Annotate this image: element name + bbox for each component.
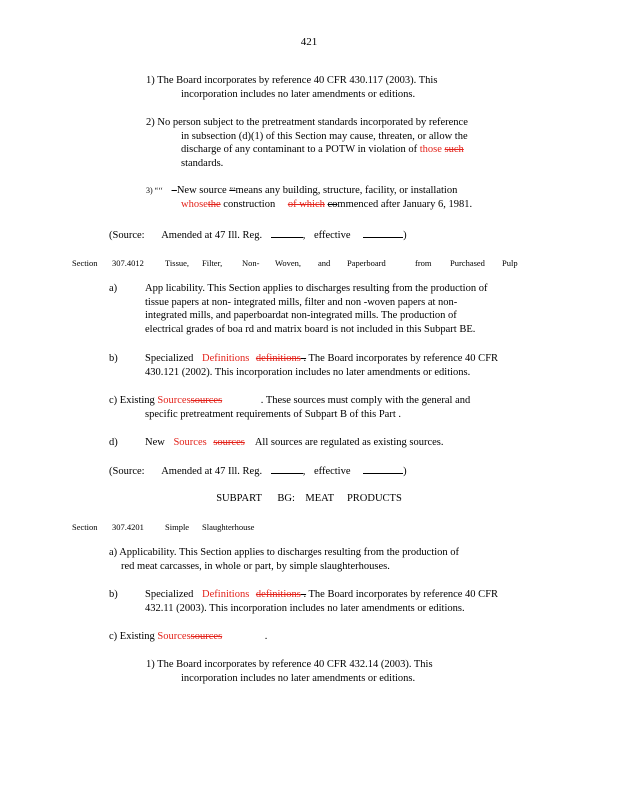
subsection-a-line-2: tissue papers at non- integrated mills, filter and non -woven papers at non-: [145, 296, 458, 308]
page-number: 421: [300, 36, 318, 48]
subsection-d-rest: All sources are regulated as existing sources.: [254, 437, 444, 448]
deleted-space: [245, 436, 255, 450]
subsection-c-tail: .: [264, 631, 268, 642]
deleted-space: [222, 394, 258, 408]
subsection-marker: b): [109, 589, 118, 600]
blank-line: [271, 228, 303, 238]
item-3-line-1: [146, 184, 472, 198]
item-1-line-1: 1) The Board incorporates by reference 40 CFR 432.14 (2003). This: [146, 659, 433, 670]
source-note-line: (Source: Amended at 47 Ill. Reg. , effective ): [109, 230, 407, 241]
section-title-word: Filter,: [202, 258, 223, 268]
inserted-text: Definitions: [202, 353, 250, 364]
subsection-a-line-4: electrical grades of boa rd and matrix board is not included in this Subpart BE.: [145, 323, 476, 335]
subsection-c-existing-sources-meat: [109, 630, 267, 644]
item-3-term: New source: [176, 185, 227, 196]
section-title-word: from: [415, 258, 432, 268]
deleted-quote: ”’: [229, 186, 236, 195]
item-1-line-1: 1) The Board incorporates by reference 40 CFR 430.117 (2003). This: [146, 75, 438, 86]
subsection-a-line-1: App licability. This Section applies to discharges resulting from the production of: [145, 283, 488, 294]
subsection-marker: b): [109, 353, 118, 364]
deleted-text: the: [207, 198, 221, 210]
inserted-text: Sources: [157, 631, 191, 642]
item-2-prohibition: [146, 116, 468, 170]
source-close: ): [403, 230, 407, 241]
section-title-word: Woven,: [275, 258, 301, 268]
blank-line: [271, 464, 303, 474]
subpart-title: SUBPART BG: MEAT PRODUCTS: [216, 493, 402, 504]
section-title-word: Simple: [165, 522, 190, 532]
section-title-word: Slaughterhouse: [202, 522, 255, 532]
deleted-text: co: [327, 198, 338, 210]
item-3-new-source: [146, 184, 472, 211]
subsection-a-applicability-meat: [109, 546, 459, 573]
source-text: Amended at 47 Ill. Reg.: [161, 230, 263, 241]
section-title-word: Tissue,: [165, 258, 190, 268]
section-label: Section: [72, 522, 98, 532]
section-title-word: Purchased: [450, 258, 485, 268]
section-title-word: and: [318, 258, 331, 268]
deleted-text: .: [300, 589, 307, 600]
subsection-marker: d): [109, 437, 118, 448]
blank-line: [363, 228, 403, 238]
section-label: Section: [72, 258, 98, 268]
inserted-text: whose: [181, 198, 208, 210]
subsection-a-line-2: red meat carcasses, in whole or part, by simple slaughterhouses.: [121, 560, 390, 572]
item-1-line-2: incorporation includes no later amendments or editions.: [181, 88, 416, 100]
item-1-reference-meat: [146, 658, 433, 685]
source-note-line: (Source: Amended at 47 Ill. Reg. , effective ): [109, 466, 407, 477]
item-2-line-1: 2) No person subject to the pretreatment standards incorporated by reference: [146, 117, 468, 128]
specialized-text: Specialized: [145, 589, 194, 600]
source-text: Amended at 47 Ill. Reg.: [161, 466, 263, 477]
subsection-c-existing-sources: [109, 394, 470, 421]
item-3-line-2: [146, 198, 472, 212]
deleted-text: sources: [213, 437, 245, 448]
item-3-definition: means any building, structure, facility, or installation: [235, 185, 458, 196]
source-effective: effective: [313, 466, 351, 477]
source-label: (Source:: [109, 230, 145, 241]
deleted-text: .: [300, 353, 307, 364]
deleted-text: sources: [190, 631, 223, 642]
subsection-b-rest: The Board incorporates by reference 40 CFR: [306, 589, 499, 600]
subsection-b-line-1: [145, 352, 498, 366]
subsection-c-line-1: [109, 630, 267, 644]
deleted-text: of which: [287, 198, 325, 210]
item-2-line-2: in subsection (d)(1) of this Section may cause, threaten, or allow the: [181, 130, 468, 142]
section-title-word: Paperboard: [347, 258, 386, 268]
inserted-text: those: [419, 144, 442, 155]
specialized-text: Specialized: [145, 353, 194, 364]
item-3-prefix: 3) “‘‘: [146, 186, 163, 195]
item-1-reference: [146, 74, 437, 101]
inserted-text: Sources: [173, 437, 207, 448]
subsection-b-line-2: 432.11 (2003). This incorporation includes no later amendments or editions.: [145, 602, 465, 614]
source-effective: effective: [313, 230, 351, 241]
blank-line: [363, 464, 403, 474]
subsection-marker: a): [109, 283, 118, 294]
subsection-b-line-2: 430.121 (2002). This incorporation includes no later amendments or editions.: [145, 366, 471, 378]
inserted-text: Sources: [157, 395, 191, 406]
section-number: 307.4012: [112, 258, 144, 268]
new-text: New: [145, 437, 165, 448]
subsection-a-line-1: a) Applicability. This Section applies to discharges resulting from the production of: [109, 547, 460, 558]
subsection-b-line-1: [145, 588, 498, 602]
subsection-c-prefix: c) Existing: [109, 395, 155, 406]
section-title-word: Pulp: [502, 258, 518, 268]
deleted-text: such: [444, 144, 464, 155]
subsection-c-rest: . These sources must comply with the general and: [260, 395, 471, 406]
subsection-c-line-2: specific pretreatment requirements of Subpart B of this Part .: [145, 408, 402, 420]
item-2-line-3: [146, 143, 468, 157]
deleted-dash: –: [171, 185, 177, 196]
deleted-text: definitions: [255, 589, 301, 600]
section-title-word: Non-: [242, 258, 260, 268]
subsection-b-rest: The Board incorporates by reference 40 CFR: [306, 353, 499, 364]
source-note-2: [109, 464, 407, 479]
source-label: (Source:: [109, 466, 145, 477]
item-3-construction: construction: [223, 198, 276, 210]
deleted-text: definitions: [255, 353, 301, 364]
item-2-line-4: standards.: [181, 157, 224, 169]
deleted-text: sources: [190, 395, 223, 406]
inserted-text: Definitions: [202, 589, 250, 600]
item-2-line-3-text: discharge of any contaminant to a POTW in violation of: [181, 144, 418, 155]
section-number: 307.4201: [112, 522, 144, 532]
item-3-commenced: mmenced after January 6, 1981.: [337, 198, 473, 210]
subsection-d-line-1: [145, 436, 443, 450]
source-close: ): [403, 466, 407, 477]
deleted-space: [231, 630, 265, 644]
subsection-a-line-3: integrated mills, and paperboardat non-integrated mills. The production of: [145, 310, 457, 321]
item-1-line-2: incorporation includes no later amendments or editions.: [181, 672, 416, 684]
source-note-1: [109, 228, 407, 243]
subsection-c-line-1: [109, 394, 470, 408]
subsection-c-prefix: c) Existing: [109, 631, 155, 642]
